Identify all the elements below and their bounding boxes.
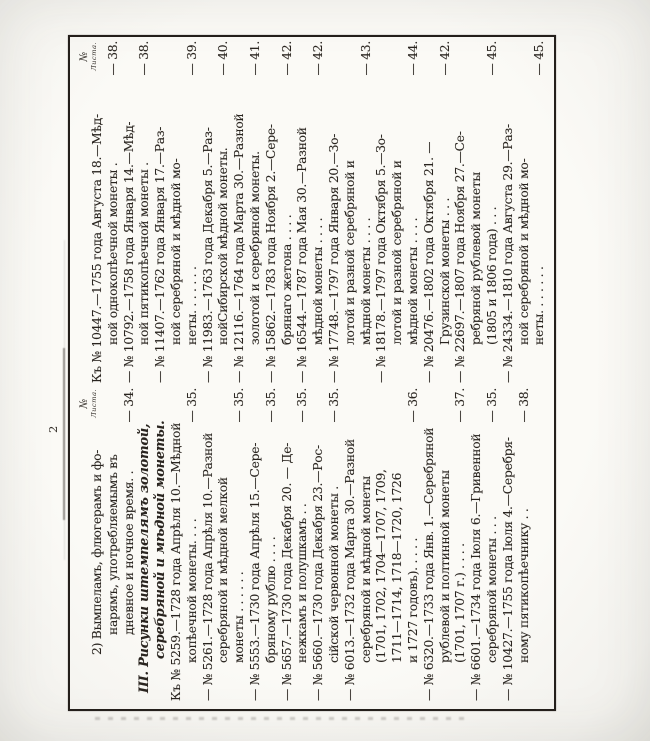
toc-line-text: нежкамъ и полушкамъ . . bbox=[295, 503, 310, 663]
toc-line bbox=[280, 388, 296, 701]
toc-line bbox=[153, 388, 169, 701]
folio-number: 2 bbox=[46, 425, 60, 433]
toc-line bbox=[390, 41, 406, 383]
toc-line-text: 2) Вымпеламъ, флюгерамъ и фо- bbox=[90, 449, 104, 655]
toc-line-text: мѣдной монеты . . . . bbox=[405, 217, 420, 345]
toc-line-text: монеты . . . . . . bbox=[232, 571, 247, 663]
toc-line-text: золотой и серебряной монеты. bbox=[247, 151, 262, 345]
toc-line-text: Грузинской монеты . . . bbox=[437, 197, 452, 345]
toc-line bbox=[532, 41, 548, 383]
toc-line-text: — № 5660.—1730 года Декабря 23.—Рос- bbox=[311, 445, 326, 701]
sheet-number: — 43. bbox=[358, 41, 373, 76]
toc-line-text: неты. . . . . . . bbox=[532, 266, 547, 345]
toc-line-text: — № 5657.—1730 года Декабря 20. — Де- bbox=[279, 442, 294, 701]
toc-line bbox=[201, 388, 217, 701]
toc-line-text: мѣдной монеты . . . . bbox=[358, 217, 373, 345]
toc-line-text: ной серебряной и мѣдной мо- bbox=[168, 158, 183, 345]
sheet-header-lista: Листа. bbox=[90, 42, 98, 71]
toc-column-left bbox=[76, 388, 552, 701]
sheet-number: — 45. bbox=[532, 41, 547, 76]
toc-line bbox=[201, 41, 217, 383]
toc-line-text: — № 6320.—1733 года Янв. 1.—Серебряной bbox=[421, 427, 436, 701]
toc-line bbox=[311, 41, 327, 383]
toc-line bbox=[248, 388, 264, 701]
toc-line-text: копѣечной монеты. . . . bbox=[184, 518, 199, 663]
toc-line bbox=[295, 388, 311, 701]
toc-line-text: неты. . . . . . . bbox=[184, 266, 199, 345]
toc-line bbox=[90, 388, 106, 701]
toc-line-text: мѣдной монеты . . . . bbox=[311, 217, 326, 345]
toc-line-text: — № 10792.—1758 года Января 14.—Мѣд- bbox=[121, 121, 136, 383]
toc-line-text: серебряной монеты . . . bbox=[484, 516, 499, 663]
toc-line-text: Къ № 10447.—1755 года Августа 18.—Мѣд- bbox=[90, 114, 104, 383]
toc-line-text: 1711—1714, 1718—1720, 1726 bbox=[390, 472, 405, 663]
toc-line bbox=[248, 41, 264, 383]
toc-line-text: и 1727 годовъ). . . . . bbox=[405, 537, 420, 663]
toc-line-text: — № 15862.—1783 года Ноября 2.—Сере- bbox=[263, 124, 278, 383]
sheet-number: — 35. bbox=[484, 388, 499, 423]
toc-line bbox=[327, 388, 343, 701]
toc-line-text: (1701, 1702, 1704—1707, 1709, bbox=[374, 469, 389, 663]
toc-line bbox=[438, 388, 454, 701]
sheet-header-no: № bbox=[78, 51, 90, 62]
toc-line bbox=[232, 41, 248, 383]
toc-line bbox=[343, 388, 359, 701]
sheet-header-lista: Листа. bbox=[90, 389, 98, 418]
toc-line-text: дневное и ночное время. . bbox=[121, 470, 136, 635]
toc-line-text: ной однокопѣечной монеты . bbox=[105, 162, 120, 345]
toc-line-text: ной пятикопѣечной монеты . bbox=[137, 162, 152, 345]
toc-line-text: ному пятикопѣечнику . . bbox=[516, 508, 531, 663]
toc-line bbox=[453, 41, 469, 383]
toc-line bbox=[169, 41, 185, 383]
toc-line-text: (1701, 1707 г.) . . . . bbox=[453, 543, 468, 663]
sheet-number: — 35. bbox=[295, 388, 310, 423]
sheet-number: — 36. bbox=[405, 388, 420, 423]
toc-line-text: — № 16544.—1787 года Мая 30.—Разной bbox=[295, 127, 310, 383]
toc-line bbox=[264, 388, 280, 701]
toc-line-text: лотой и разной серебряной и bbox=[342, 160, 357, 345]
toc-line bbox=[359, 41, 375, 383]
toc-line-text: сійской червонной монеты . bbox=[326, 486, 341, 663]
sheet-number: — 37. bbox=[453, 388, 468, 423]
toc-line-text: рублевой и полтинной монеты bbox=[437, 470, 452, 663]
sheet-number-header-right bbox=[79, 42, 98, 71]
toc-line bbox=[501, 388, 517, 701]
sheet-number: — 35. bbox=[184, 388, 199, 423]
toc-line-text: — № 11983.—1763 года Декабря 5.—Раз- bbox=[200, 127, 215, 383]
toc-line-text: — № 5553.—1730 года Апрѣля 15.—Сере- bbox=[247, 442, 262, 701]
toc-line-text: ной серебряной и мѣдной мо- bbox=[516, 158, 531, 345]
toc-line bbox=[469, 388, 485, 701]
toc-line bbox=[232, 388, 248, 701]
toc-line bbox=[517, 41, 533, 383]
toc-line bbox=[422, 41, 438, 383]
toc-lines-left bbox=[90, 388, 532, 701]
toc-line bbox=[185, 388, 201, 701]
toc-line-text: (1805 и 1806 года) . . . bbox=[484, 206, 499, 345]
toc-line bbox=[122, 388, 138, 701]
toc-line bbox=[90, 41, 106, 383]
toc-line-text: — № 22697.—1807 года Ноября 27.—Се- bbox=[453, 131, 468, 383]
toc-line-text: — № 6013.—1732 года Марта 30.—Разной bbox=[342, 439, 357, 701]
toc-line-text: — № 11407.—1762 года Января 17.—Раз- bbox=[153, 126, 168, 383]
toc-line bbox=[422, 388, 438, 701]
toc-line bbox=[216, 41, 232, 383]
toc-line bbox=[264, 41, 280, 383]
sheet-number: — 40. bbox=[216, 41, 231, 76]
toc-column-right bbox=[76, 41, 552, 383]
toc-line bbox=[169, 388, 185, 701]
toc-line-text: — № 5261.—1728 года Апрѣля 10.—Разной bbox=[200, 432, 215, 701]
toc-line bbox=[359, 388, 375, 701]
toc-line-text: — № 10427.—1755 года Іюля 4.—Серебря- bbox=[500, 437, 515, 701]
toc-line bbox=[295, 41, 311, 383]
toc-line-text: — № 20476.—1802 года Октября 21. — bbox=[421, 141, 436, 383]
toc-line-text: бряному рублю . . . . bbox=[263, 536, 278, 663]
sheet-number: — 42. bbox=[437, 41, 452, 76]
sheet-number: — 38. bbox=[105, 41, 120, 76]
toc-line-text: нойСибирской мѣдной монеты. bbox=[216, 147, 231, 345]
sheet-number: — 38. bbox=[137, 41, 152, 76]
toc-line-text: — № 24334.—1810 года Августа 29.—Раз- bbox=[500, 124, 515, 383]
toc-line bbox=[517, 388, 533, 701]
toc-line bbox=[406, 388, 422, 701]
toc-line-text: серебряной и мѣдной мелкой bbox=[216, 477, 231, 663]
sheet-number: — 34. bbox=[121, 388, 136, 423]
sheet-number: — 35. bbox=[326, 388, 341, 423]
toc-line-text: брянаго жетона . . . . bbox=[279, 214, 294, 345]
toc-line-text: ребряной рублевой монеты bbox=[469, 172, 484, 345]
toc-line bbox=[137, 388, 153, 701]
toc-line bbox=[327, 41, 343, 383]
toc-line-text: лотой и разной серебряной и bbox=[390, 160, 405, 345]
toc-line bbox=[485, 388, 501, 701]
toc-line-text: — № 12116.—1764 года Марта 30.—Разной bbox=[232, 113, 247, 383]
toc-line bbox=[311, 388, 327, 701]
toc-line bbox=[485, 41, 501, 383]
toc-line bbox=[153, 41, 169, 383]
toc-lines-right bbox=[90, 41, 548, 383]
toc-line-text: III. Рисунки штемпелямъ золотой, bbox=[137, 423, 153, 693]
sheet-number: — 44. bbox=[405, 41, 420, 76]
toc-line-text: — № 6601.—1734 года Іюля 6.—Гривенной bbox=[469, 433, 484, 701]
table-frame bbox=[68, 35, 556, 711]
sheet-number: — 41. bbox=[247, 41, 262, 76]
toc-line bbox=[106, 41, 122, 383]
toc-line bbox=[137, 41, 153, 383]
toc-line-text: — № 18178.—1797 года Октября 5.—Зо- bbox=[374, 134, 389, 383]
sheet-number: — 35. bbox=[232, 388, 247, 423]
toc-line bbox=[501, 41, 517, 383]
sheet-number: — 38. bbox=[516, 388, 531, 423]
sheet-number: — 35. bbox=[263, 388, 278, 423]
sheet-number: — 42. bbox=[311, 41, 326, 76]
toc-line bbox=[374, 388, 390, 701]
toc-line bbox=[106, 388, 122, 701]
toc-line bbox=[216, 388, 232, 701]
toc-line bbox=[453, 388, 469, 701]
sheet-number: — 42. bbox=[279, 41, 294, 76]
sheet-number: — 45. bbox=[484, 41, 499, 76]
toc-line bbox=[280, 41, 296, 383]
toc-line bbox=[438, 41, 454, 383]
toc-line bbox=[374, 41, 390, 383]
toc-line-text: Къ № 5259.—1728 года Апрѣля 10.—Мѣдной bbox=[168, 422, 183, 701]
toc-line-text: серебряной и мѣдной монеты bbox=[358, 476, 373, 663]
toc-line-text: серебряной и мѣдной монеты. bbox=[153, 420, 169, 659]
sheet-header-no: № bbox=[78, 398, 90, 409]
sheet-number: — 39. bbox=[184, 41, 199, 76]
toc-line-text: нарямъ, употребляемымъ въ bbox=[105, 454, 120, 635]
toc-line bbox=[122, 41, 138, 383]
toc-line-text: — № 17748.—1797 года Января 20.—Зо- bbox=[326, 133, 341, 383]
sheet-number-header-left bbox=[79, 389, 98, 418]
toc-line bbox=[343, 41, 359, 383]
toc-line bbox=[469, 41, 485, 383]
toc-line bbox=[185, 41, 201, 383]
toc-line bbox=[406, 41, 422, 383]
toc-line bbox=[390, 388, 406, 701]
